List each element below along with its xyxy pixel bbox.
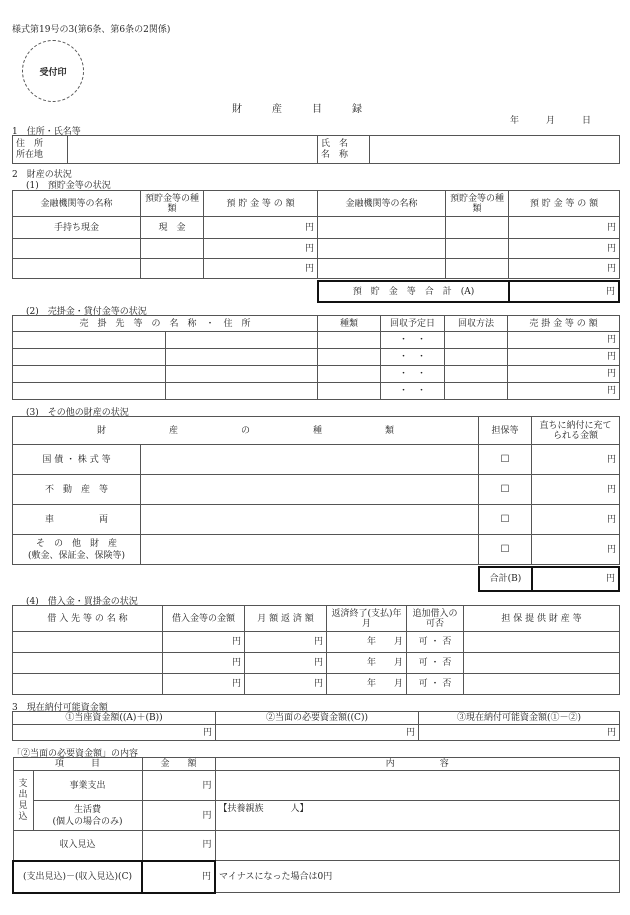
- date-dots[interactable]: ・ ・: [381, 349, 445, 366]
- lender-field[interactable]: [13, 674, 163, 695]
- yen-unit: 円: [532, 475, 620, 505]
- row-real-estate: 不 動 産 等: [13, 475, 141, 505]
- yen-unit: 円: [419, 725, 620, 741]
- collateral-field[interactable]: [464, 674, 620, 695]
- table-row: [13, 535, 620, 565]
- col-loan-amount: 借入金等の金額: [163, 606, 245, 632]
- required-funds-heading: 「②当面の必要資金額」の内容: [12, 749, 139, 759]
- col-deposit-kind-2: 預貯金等の種類: [446, 191, 509, 217]
- property-detail-field[interactable]: [141, 535, 479, 565]
- yes-no[interactable]: 可 ・ 否: [407, 632, 464, 653]
- table-row: [13, 475, 620, 505]
- yen-unit: 円: [204, 217, 318, 239]
- table-row: [13, 861, 620, 893]
- yen-unit: 円: [508, 349, 620, 366]
- yen-unit: 円: [142, 801, 215, 831]
- yen-unit: 円: [508, 383, 620, 400]
- address-field[interactable]: [68, 136, 318, 164]
- business-expense-detail[interactable]: [215, 771, 619, 801]
- yen-unit: 円: [163, 653, 245, 674]
- security-checkbox[interactable]: ☐: [479, 475, 532, 505]
- yen-unit: 円: [163, 674, 245, 695]
- col-deposit-amount-2: 預 貯 金 等 の 額: [509, 191, 620, 217]
- table-row: [13, 831, 620, 861]
- debtor-address-field[interactable]: [166, 366, 318, 383]
- col-institution: 金融機関等の名称: [13, 191, 141, 217]
- deposits-total-label: 預 貯 金 等 合 計 (A): [318, 281, 509, 302]
- row-vehicle: 車 両: [13, 505, 141, 535]
- yen-unit: 円: [142, 831, 215, 861]
- kind-field[interactable]: [318, 332, 381, 349]
- yen-unit: 円: [508, 366, 620, 383]
- kind-field[interactable]: [446, 239, 509, 259]
- col-collect-method: 回収方法: [445, 316, 508, 332]
- institution-field[interactable]: [318, 217, 446, 239]
- debtor-name-field[interactable]: [13, 349, 166, 366]
- col-additional: 追加借入の可否: [407, 606, 464, 632]
- col-collect-date: 回収予定日: [381, 316, 445, 332]
- table-row: [13, 653, 620, 674]
- living-expense-sub: (個人の場合のみ): [52, 816, 123, 827]
- reception-stamp: [22, 40, 84, 102]
- other-property-table: [12, 416, 620, 565]
- deposits-table: [12, 190, 620, 279]
- year-month[interactable]: 年 月: [327, 632, 407, 653]
- date-field: 年 月 日: [510, 116, 592, 126]
- col-deposit-amount: 預 貯 金 等 の 額: [204, 191, 318, 217]
- institution-field[interactable]: [13, 259, 141, 279]
- yen-unit: 円: [13, 725, 216, 741]
- col-receivable-amount: 売 掛 金 等 の 額: [508, 316, 620, 332]
- yes-no[interactable]: 可 ・ 否: [407, 653, 464, 674]
- kind-field[interactable]: [141, 239, 204, 259]
- yes-no[interactable]: 可 ・ 否: [407, 674, 464, 695]
- debtor-name-field[interactable]: [13, 332, 166, 349]
- row-securities: 国 債 ・ 株 式 等: [13, 445, 141, 475]
- yen-unit: 円: [216, 725, 419, 741]
- yen-unit: 円: [142, 861, 215, 893]
- other-property-sub: (敷金、保証金、保険等): [27, 550, 126, 561]
- name-label: 氏 名 名 称: [318, 136, 370, 164]
- calc-label: (支出見込)－(収入見込)(C): [13, 861, 142, 893]
- address-table: [12, 135, 620, 164]
- stamp-label: 受付印: [39, 67, 67, 78]
- form-id: 様式第19号の3(第6条、第6条の2関係): [12, 25, 171, 35]
- security-checkbox[interactable]: ☐: [479, 505, 532, 535]
- other-property-total: [478, 566, 620, 592]
- deposits-total: [317, 280, 620, 303]
- debtor-address-field[interactable]: [166, 383, 318, 400]
- yen-unit: 円: [245, 674, 327, 695]
- table-row: [13, 366, 620, 383]
- table-row: [13, 239, 620, 259]
- institution-field[interactable]: [318, 239, 446, 259]
- loans-table: [12, 605, 620, 695]
- table-row: [13, 632, 620, 653]
- col-deposit-kind: 預貯金等の種類: [141, 191, 204, 217]
- expense-side-label: 支出見込: [13, 771, 33, 831]
- dependents-field[interactable]: 【扶養親族 人】: [215, 801, 619, 831]
- business-expense-label: 事業支出: [33, 771, 142, 801]
- table-row: [13, 771, 620, 801]
- col-end-date: 返済終了(支払)年月: [327, 606, 407, 632]
- method-field[interactable]: [445, 383, 508, 400]
- living-expense-cell: [33, 801, 142, 831]
- debtor-address-field[interactable]: [166, 349, 318, 366]
- section2-2-heading: (2) 売掛金・貸付金等の状況: [26, 307, 147, 317]
- collateral-field[interactable]: [464, 632, 620, 653]
- collateral-field[interactable]: [464, 653, 620, 674]
- institution-field[interactable]: [13, 239, 141, 259]
- col-security: 担保等: [479, 417, 532, 445]
- institution-field[interactable]: [318, 259, 446, 279]
- table-row: [13, 383, 620, 400]
- method-field[interactable]: [445, 349, 508, 366]
- col-current-funds: ①当座資金額((A)＋(B)): [13, 712, 216, 725]
- table-row: [13, 217, 620, 239]
- yen-unit: 円: [532, 567, 619, 591]
- method-field[interactable]: [445, 332, 508, 349]
- row-other-property: [13, 535, 141, 565]
- col-monthly-payment: 月 額 返 済 額: [245, 606, 327, 632]
- method-field[interactable]: [445, 366, 508, 383]
- col-kind: 種類: [318, 316, 381, 332]
- table-row: [13, 349, 620, 366]
- property-detail-field[interactable]: [141, 445, 479, 475]
- security-checkbox[interactable]: ☐: [479, 535, 532, 565]
- yen-unit: 円: [532, 535, 620, 565]
- col-collateral: 担 保 提 供 財 産 等: [464, 606, 620, 632]
- col-item: 項 目: [13, 758, 142, 771]
- debtor-name-field[interactable]: [13, 383, 166, 400]
- kind-field[interactable]: [318, 349, 381, 366]
- calc-note: マイナスになった場合は0円: [215, 861, 619, 893]
- section2-4-heading: (4) 借入金・買掛金の状況: [26, 597, 138, 607]
- yen-unit: 円: [245, 632, 327, 653]
- section2-3-heading: (3) その他の財産の状況: [26, 408, 129, 418]
- cash-kind: 現 金: [141, 217, 204, 239]
- debtor-address-field[interactable]: [166, 332, 318, 349]
- section1-heading: 1 住所・氏名等: [12, 127, 81, 137]
- yen-unit: 円: [532, 445, 620, 475]
- yen-unit: 円: [204, 239, 318, 259]
- available-funds-table: [12, 711, 620, 741]
- lender-field[interactable]: [13, 653, 163, 674]
- lender-field[interactable]: [13, 632, 163, 653]
- year-month[interactable]: 年 月: [327, 674, 407, 695]
- table-row: [13, 505, 620, 535]
- total-b-label: 合計(B): [479, 567, 532, 591]
- table-row: [13, 801, 620, 831]
- yen-unit: 円: [508, 332, 620, 349]
- section2-heading: 2 財産の状況: [12, 170, 72, 180]
- cash-label: 手持ち現金: [13, 217, 141, 239]
- section3-heading: 3 現在納付可能資金額: [12, 703, 108, 713]
- date-dots[interactable]: ・ ・: [381, 383, 445, 400]
- col-property-type: 財 産 の 種 類: [13, 417, 479, 445]
- income-detail[interactable]: [215, 831, 619, 861]
- col-required-funds: ②当面の必要資金額((C)): [216, 712, 419, 725]
- kind-field[interactable]: [446, 259, 509, 279]
- receivables-table: [12, 315, 620, 400]
- year-month[interactable]: 年 月: [327, 653, 407, 674]
- section2-1-heading: (1) 預貯金等の状況: [26, 181, 111, 191]
- living-expense-label: 生活費: [74, 804, 102, 815]
- table-row: [13, 259, 620, 279]
- kind-field[interactable]: [446, 217, 509, 239]
- kind-field[interactable]: [141, 259, 204, 279]
- name-field[interactable]: [370, 136, 620, 164]
- date-dots[interactable]: ・ ・: [381, 366, 445, 383]
- date-dots[interactable]: ・ ・: [381, 332, 445, 349]
- col-payable-now: ③現在納付可能資金額(①－②): [419, 712, 620, 725]
- property-detail-field[interactable]: [141, 475, 479, 505]
- table-row: [13, 445, 620, 475]
- col-amount: 金 額: [142, 758, 215, 771]
- yen-unit: 円: [142, 771, 215, 801]
- property-detail-field[interactable]: [141, 505, 479, 535]
- yen-unit: 円: [532, 505, 620, 535]
- col-debtor: 売 掛 先 等 の 名 称 ・ 住 所: [13, 316, 318, 332]
- other-property-label: そ の 他 財 産: [35, 538, 117, 549]
- page-title: 財 産 目 録: [232, 104, 362, 115]
- col-content: 内 容: [215, 758, 619, 771]
- yen-unit: 円: [509, 259, 620, 279]
- yen-unit: 円: [163, 632, 245, 653]
- yen-unit: 円: [509, 217, 620, 239]
- debtor-name-field[interactable]: [13, 366, 166, 383]
- col-lender: 借 入 先 等 の 名 称: [13, 606, 163, 632]
- yen-unit: 円: [204, 259, 318, 279]
- kind-field[interactable]: [318, 366, 381, 383]
- table-row: [13, 332, 620, 349]
- col-payable-amount: 直ちに納付に充てられる金額: [532, 417, 620, 445]
- col-institution-2: 金融機関等の名称: [318, 191, 446, 217]
- yen-unit: 円: [245, 653, 327, 674]
- income-label: 収入見込: [13, 831, 142, 861]
- yen-unit: 円: [509, 281, 619, 302]
- table-row: [13, 674, 620, 695]
- kind-field[interactable]: [318, 383, 381, 400]
- security-checkbox[interactable]: ☐: [479, 445, 532, 475]
- yen-unit: 円: [509, 239, 620, 259]
- address-label: 住 所 所在地: [13, 136, 68, 164]
- required-funds-table: [12, 757, 620, 894]
